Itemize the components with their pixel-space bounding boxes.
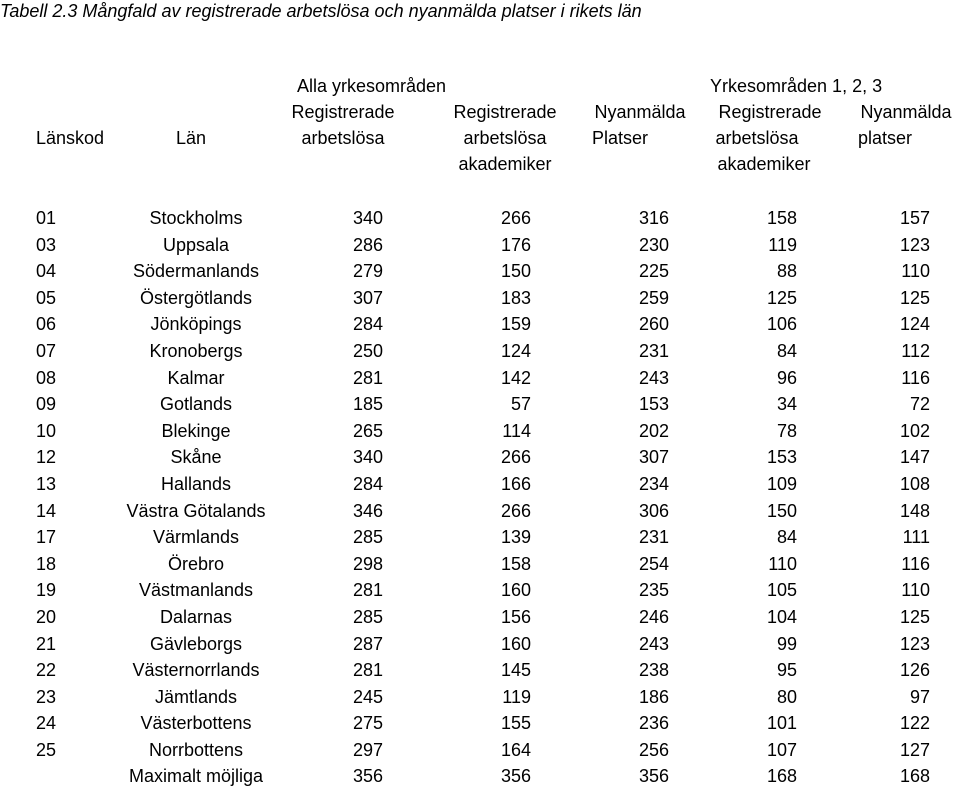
value-nyanmalda-platser: 306 [638,500,669,521]
cell-lan: Västerbottens [140,713,252,734]
cell-lanskod: 23 [36,686,57,707]
cell-lan: Södermanlands [132,261,260,282]
header-col1-line1: Registrerade [291,102,395,122]
table-row [0,338,960,365]
value-yrk-registrerade-akademiker: 88 [776,261,797,282]
header-col4-line2: arbetslösa [715,128,799,148]
header-lanskod: Länskod [36,128,105,148]
header-group-all: Alla yrkesområden [297,76,447,96]
cell-lanskod: 12 [36,447,57,468]
header-col1-line2: arbetslösa [301,128,385,148]
value-nyanmalda-platser: 238 [638,660,669,681]
value-registrerade-arbetslosa: 297 [352,739,383,760]
value-yrk-registrerade-akademiker: 101 [766,713,797,734]
value-yrk-registrerade-akademiker: 34 [776,394,797,415]
header-lan: Län [176,128,207,148]
value-registrerade-arbetslosa: 281 [352,660,383,681]
value-yrk-nyanmalda-platser: 111 [902,527,930,548]
value-registrerade-akademiker: 166 [500,473,531,494]
value-registrerade-akademiker: 159 [500,314,531,335]
value-nyanmalda-platser: 231 [638,527,669,548]
cell-lanskod: 14 [36,500,57,521]
value-registrerade-arbetslosa: 298 [352,553,383,574]
table-title: Tabell 2.3 Mångfald av registrerade arbetslösa och nyanmälda platser i rikets län [0,1,642,21]
value-yrk-registrerade-akademiker: 104 [766,606,797,627]
table-row [0,551,960,578]
value-registrerade-arbetslosa: 286 [352,234,383,255]
value-yrk-nyanmalda-platser: 123 [899,234,930,255]
cell-lanskod: 07 [36,340,57,361]
value-yrk-nyanmalda-platser: 110 [901,580,930,601]
cell-lan: Hallands [160,473,232,494]
table-row [0,763,960,790]
value-registrerade-arbetslosa: 185 [352,394,383,415]
value-registrerade-arbetslosa: 284 [352,314,383,335]
value-registrerade-akademiker: 57 [510,394,531,415]
value-registrerade-arbetslosa: 245 [352,686,383,707]
cell-lan: Blekinge [161,420,231,441]
value-yrk-nyanmalda-platser: 112 [901,340,930,361]
value-yrk-nyanmalda-platser: 127 [899,739,930,760]
value-nyanmalda-platser: 243 [638,367,669,388]
value-registrerade-akademiker: 150 [500,261,531,282]
value-registrerade-arbetslosa: 281 [352,580,383,601]
cell-lanskod: 21 [36,633,57,654]
value-yrk-nyanmalda-platser: 116 [901,367,930,388]
value-registrerade-arbetslosa: 250 [352,340,383,361]
cell-lan: Jämtlands [154,686,238,707]
value-nyanmalda-platser: 260 [638,314,669,335]
value-registrerade-akademiker: 266 [500,500,531,521]
cell-lan: Stockholms [149,208,243,228]
cell-lanskod: 17 [36,527,57,548]
cell-lanskod: 22 [36,660,57,681]
value-registrerade-akademiker: 183 [500,287,531,308]
cell-lanskod: 20 [36,606,57,627]
value-yrk-registrerade-akademiker: 84 [776,527,797,548]
cell-lan: Örebro [167,553,225,574]
cell-lan: Skåne [170,447,222,468]
value-yrk-registrerade-akademiker: 106 [766,314,797,335]
table-row [0,684,960,711]
value-nyanmalda-platser: 235 [638,580,669,601]
value-nyanmalda-platser: 356 [638,766,669,787]
cell-lan: Västernorrlands [132,660,260,681]
cell-lanskod: 19 [36,580,57,601]
cell-lanskod: 05 [36,287,57,308]
table-row [0,524,960,551]
value-registrerade-arbetslosa: 265 [352,420,383,441]
cell-lan: Västra Götalands [126,500,266,521]
table-row [0,391,960,418]
header-col3-line2: Platser [591,128,649,148]
header-group-123: Yrkesområden 1, 2, 3 [710,76,883,96]
cell-lan: Östergötlands [139,287,253,308]
cell-lan: Kalmar [167,367,225,388]
value-yrk-nyanmalda-platser: 147 [899,447,930,468]
cell-lan: Västmanlands [138,580,254,601]
table-row [0,471,960,498]
cell-lan: Jönköpings [150,314,242,335]
value-yrk-nyanmalda-platser: 148 [899,500,930,521]
cell-lan: Gävleborgs [149,633,243,654]
value-nyanmalda-platser: 202 [638,420,669,441]
cell-lanskod: 06 [36,314,57,335]
value-registrerade-arbetslosa: 356 [352,766,383,787]
value-yrk-registrerade-akademiker: 99 [776,633,797,654]
value-yrk-nyanmalda-platser: 102 [899,420,930,441]
value-registrerade-akademiker: 114 [502,420,531,441]
table-row [0,657,960,684]
value-registrerade-arbetslosa: 307 [352,287,383,308]
value-yrk-registrerade-akademiker: 153 [766,447,797,468]
table-row [0,258,960,285]
table-row [0,577,960,604]
value-registrerade-akademiker: 155 [500,713,531,734]
value-yrk-registrerade-akademiker: 119 [768,234,797,255]
header-col3-line1: Nyanmälda [594,102,686,122]
table-row [0,232,960,259]
value-nyanmalda-platser: 316 [638,208,669,228]
value-yrk-registrerade-akademiker: 150 [766,500,797,521]
value-yrk-nyanmalda-platser: 97 [909,686,930,707]
value-yrk-nyanmalda-platser: 157 [899,208,930,228]
cell-lanskod: 08 [36,367,57,388]
table-row [0,737,960,764]
value-nyanmalda-platser: 243 [638,633,669,654]
cell-lanskod: 03 [36,234,57,255]
value-nyanmalda-platser: 234 [638,473,669,494]
value-registrerade-arbetslosa: 281 [352,367,383,388]
value-yrk-registrerade-akademiker: 80 [776,686,797,707]
value-registrerade-akademiker: 160 [500,633,531,654]
cell-lan: Kronobergs [149,340,243,361]
value-registrerade-arbetslosa: 275 [352,713,383,734]
value-registrerade-akademiker: 266 [500,447,531,468]
cell-lan: Dalarnas [159,606,233,627]
cell-lan: Gotlands [159,394,233,415]
value-registrerade-arbetslosa: 346 [352,500,383,521]
value-yrk-registrerade-akademiker: 168 [766,766,797,787]
value-registrerade-akademiker: 142 [500,367,531,388]
value-yrk-nyanmalda-platser: 124 [899,314,930,335]
table-row [0,205,960,232]
value-nyanmalda-platser: 307 [638,447,669,468]
value-nyanmalda-platser: 153 [638,394,669,415]
value-registrerade-akademiker: 158 [500,553,531,574]
value-yrk-nyanmalda-platser: 123 [899,633,930,654]
header-col2-line1: Registrerade [453,102,557,122]
value-yrk-nyanmalda-platser: 72 [909,394,930,415]
value-registrerade-akademiker: 266 [500,208,531,228]
header-col4-line3: akademiker [717,154,811,174]
cell-lanskod: 25 [36,739,57,760]
value-yrk-nyanmalda-platser: 116 [901,553,930,574]
value-yrk-registrerade-akademiker: 96 [776,367,797,388]
value-nyanmalda-platser: 256 [638,739,669,760]
value-nyanmalda-platser: 259 [638,287,669,308]
value-registrerade-arbetslosa: 279 [352,261,383,282]
table-row [0,311,960,338]
table-row [0,498,960,525]
value-yrk-nyanmalda-platser: 168 [899,766,930,787]
value-nyanmalda-platser: 254 [638,553,669,574]
value-yrk-registrerade-akademiker: 158 [766,208,797,228]
value-registrerade-akademiker: 356 [500,766,531,787]
table-row [0,285,960,312]
value-registrerade-arbetslosa: 287 [352,633,383,654]
value-nyanmalda-platser: 225 [638,261,669,282]
value-yrk-nyanmalda-platser: 110 [901,261,930,282]
value-yrk-registrerade-akademiker: 95 [776,660,797,681]
cell-lan: Norrbottens [148,739,244,760]
value-registrerade-arbetslosa: 285 [352,527,383,548]
header-col4-line1: Registrerade [718,102,822,122]
value-yrk-nyanmalda-platser: 108 [899,473,930,494]
value-registrerade-arbetslosa: 285 [352,606,383,627]
value-registrerade-akademiker: 139 [500,527,531,548]
value-registrerade-akademiker: 176 [500,234,531,255]
value-nyanmalda-platser: 236 [638,713,669,734]
value-nyanmalda-platser: 231 [638,340,669,361]
value-yrk-nyanmalda-platser: 125 [899,606,930,627]
value-yrk-registrerade-akademiker: 105 [766,580,797,601]
table-row [0,604,960,631]
value-yrk-registrerade-akademiker: 125 [766,287,797,308]
value-registrerade-arbetslosa: 284 [352,473,383,494]
value-nyanmalda-platser: 230 [638,234,669,255]
header-col5-line1: Nyanmälda [860,102,952,122]
cell-lan: Uppsala [162,234,230,255]
cell-lanskod: 18 [36,553,57,574]
value-registrerade-akademiker: 124 [500,340,531,361]
header-col5-line2: platser [857,128,913,148]
value-registrerade-akademiker: 160 [500,580,531,601]
cell-lanskod: 09 [36,394,57,415]
table-row [0,710,960,737]
table-row [0,631,960,658]
cell-lanskod: 10 [36,420,57,441]
table-row [0,444,960,471]
value-yrk-nyanmalda-platser: 126 [899,660,930,681]
value-registrerade-arbetslosa: 340 [352,208,383,228]
value-registrerade-akademiker: 119 [502,686,531,707]
value-yrk-registrerade-akademiker: 109 [766,473,797,494]
value-registrerade-akademiker: 156 [500,606,531,627]
cell-lan: Värmlands [152,527,240,548]
value-yrk-nyanmalda-platser: 125 [899,287,930,308]
cell-lanskod: 04 [36,261,57,282]
cell-lan: Maximalt möjliga [128,766,264,787]
cell-lanskod: 24 [36,713,57,734]
value-registrerade-arbetslosa: 340 [352,447,383,468]
value-yrk-registrerade-akademiker: 107 [766,739,797,760]
value-yrk-registrerade-akademiker: 78 [776,420,797,441]
value-yrk-registrerade-akademiker: 110 [768,553,797,574]
data-table-body [0,205,960,790]
table-row [0,365,960,392]
value-registrerade-akademiker: 145 [500,660,531,681]
cell-lanskod: 13 [36,473,57,494]
value-nyanmalda-platser: 246 [638,606,669,627]
cell-lanskod: 01 [36,208,57,228]
header-col2-line2: arbetslösa [463,128,547,148]
table-row [0,418,960,445]
value-nyanmalda-platser: 186 [638,686,669,707]
value-yrk-nyanmalda-platser: 122 [899,713,930,734]
value-yrk-registrerade-akademiker: 84 [776,340,797,361]
header-col2-line3: akademiker [458,154,552,174]
value-registrerade-akademiker: 164 [500,739,531,760]
